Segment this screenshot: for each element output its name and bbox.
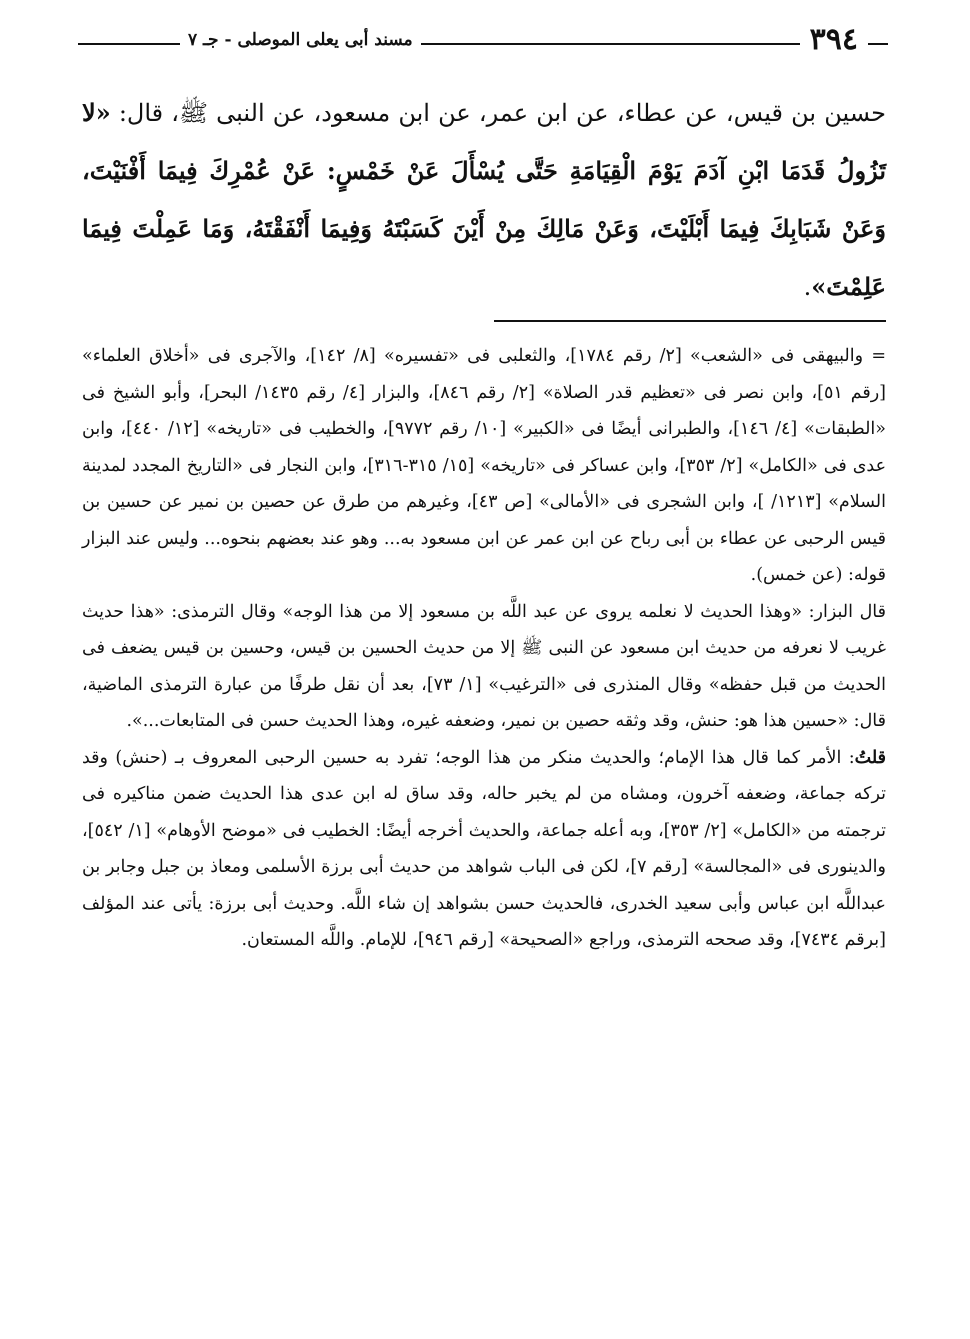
footnote-bazzar-paragraph: قال البزار: «وهذا الحديث لا نعلمه يروى عن عبد اللَّه بن مسعود إلا من هذا الوجه» وقال الترمذى: «هذا حديث غريب لا نعرفه من حديث ابن مسعود عن النبى ﷺ إلا من حديث الحسين بن قيس، وحسين بن قيس يضعف فى الحديث من قبل حفظه» وقال المنذرى فى «الترغيب» [١/ ٧٣]، بعد أن نقل طرفًا من عبارة الترمذى الماضية، قال: «حسين هذا هو: حنش، وقد وثقه حصين بن نمير، وضعفه غيره، وهذا الحديث حسن فى المتابعات...». (82, 601, 886, 731)
page-header (78, 22, 888, 64)
hadith-quote: «لا تَزُولُ قَدَمَا ابْنِ آدَمَ يَوْمَ الْقِيَامَةِ حَتَّى يُسْأَلَ عَنْ خَمْسٍ: عَنْ عُمْرِكَ فِيمَا أَفْنَيْتَ، وَعَنْ شَبَابِكَ فِيمَا أَبْلَيْتَ، وَعَنْ مَالِكَ مِنْ أَيْنَ كَسَبْتَهُ وَفِيمَا أَنْفَقْتَهُ، وَمَا عَمِلْتَ فِيمَا عَلِمْتَ» (82, 98, 887, 301)
hadith-text (82, 84, 886, 316)
footnote-author-comment (82, 740, 886, 959)
author-comment-text: : الأمر كما قال هذا الإمام؛ والحديث منكر من هذا الوجه؛ تفرد به حسين الرحبى المعروف بـ (حنش) وقد تركه جماعة، وضعفه آخرون، ومشاه من لم يخبر حاله، وقد ساق له ابن عدى هذا الحديث ضمن مناكيره فى ترجمته من «الكامل» [٢/ ٣٥٣]، وبه أعله جماعة، والحديث أخرجه أيضًا: الخطيب فى «موضح الأوهام» [١/ ٥٤٢]، والدينورى فى «المجالسة» [رقم ٧]، لكن فى الباب شواهد من حديث أبى برزة الأسلمى ومعاذ بن جبل وجابر بن عبداللَّه ابن عباس وأبى سعيد الخدرى، فالحديث حسن بشواهد إن شاء اللَّه. وحديث أبى برزة: يأتى عند المؤلف [برقم ٧٤٣٤]، وقد صححه الترمذى، وراجع «الصحيحة» [رقم ٩٤٦]، للإمام. واللَّه المستعان. (82, 747, 886, 950)
hadith-narration: حسين بن قيس، عن عطاء، عن ابن عمر، عن ابن مسعود، عن النبى ﷺ، قال: (110, 99, 886, 127)
footnote-continued-paragraph: = والبيهقى فى «الشعب» [٢/ رقم ١٧٨٤]، والثعلبى فى «تفسيره» [٨/ ١٤٢]، والآجرى فى «أخلاق العلماء» [رقم ٥١]، وابن نصر فى «تعظيم قدر الصلاة» [٢/ رقم ٨٤٦]، والبزار [٤/ رقم ١٤٣٥/ البحر]، وأبو الشيخ فى «الطبقات» [٤/ ١٤٦]، والطبرانى أيضًا فى «الكبير» [١٠/ رقم ٩٧٧٢]، والخطيب فى «تاريخه» [١٢/ ٤٤٠]، وابن عدى فى «الكامل» [٢/ ٣٥٣]، وابن عساكر فى «تاريخه» [١٥/ ٣١٥-٣١٦]، وابن النجار فى «التاريخ المجدد لمدينة السلام» [١٢١٣/ ]، وابن الشجرى فى «الأمالى» [ص ٤٣]، وغيرهم من طرق عن حصين بن نمير عن حسين بن قيس الرحبى عن عطاء بن أبى رباح عن ابن عمر عن ابن مسعود به... وهو عند بعضهم بنحوه... وليس عند البزار قوله: (عن خمس). (82, 338, 886, 594)
footnotes (82, 338, 886, 959)
footnote-separator (494, 320, 886, 322)
running-title: مسند أبى يعلى الموصلى - جـ ٧ (180, 30, 421, 50)
page-number: ٣٩٤ (800, 22, 868, 57)
hadith-end: . (803, 273, 812, 301)
author-comment-lead: قلتُ (854, 747, 886, 768)
